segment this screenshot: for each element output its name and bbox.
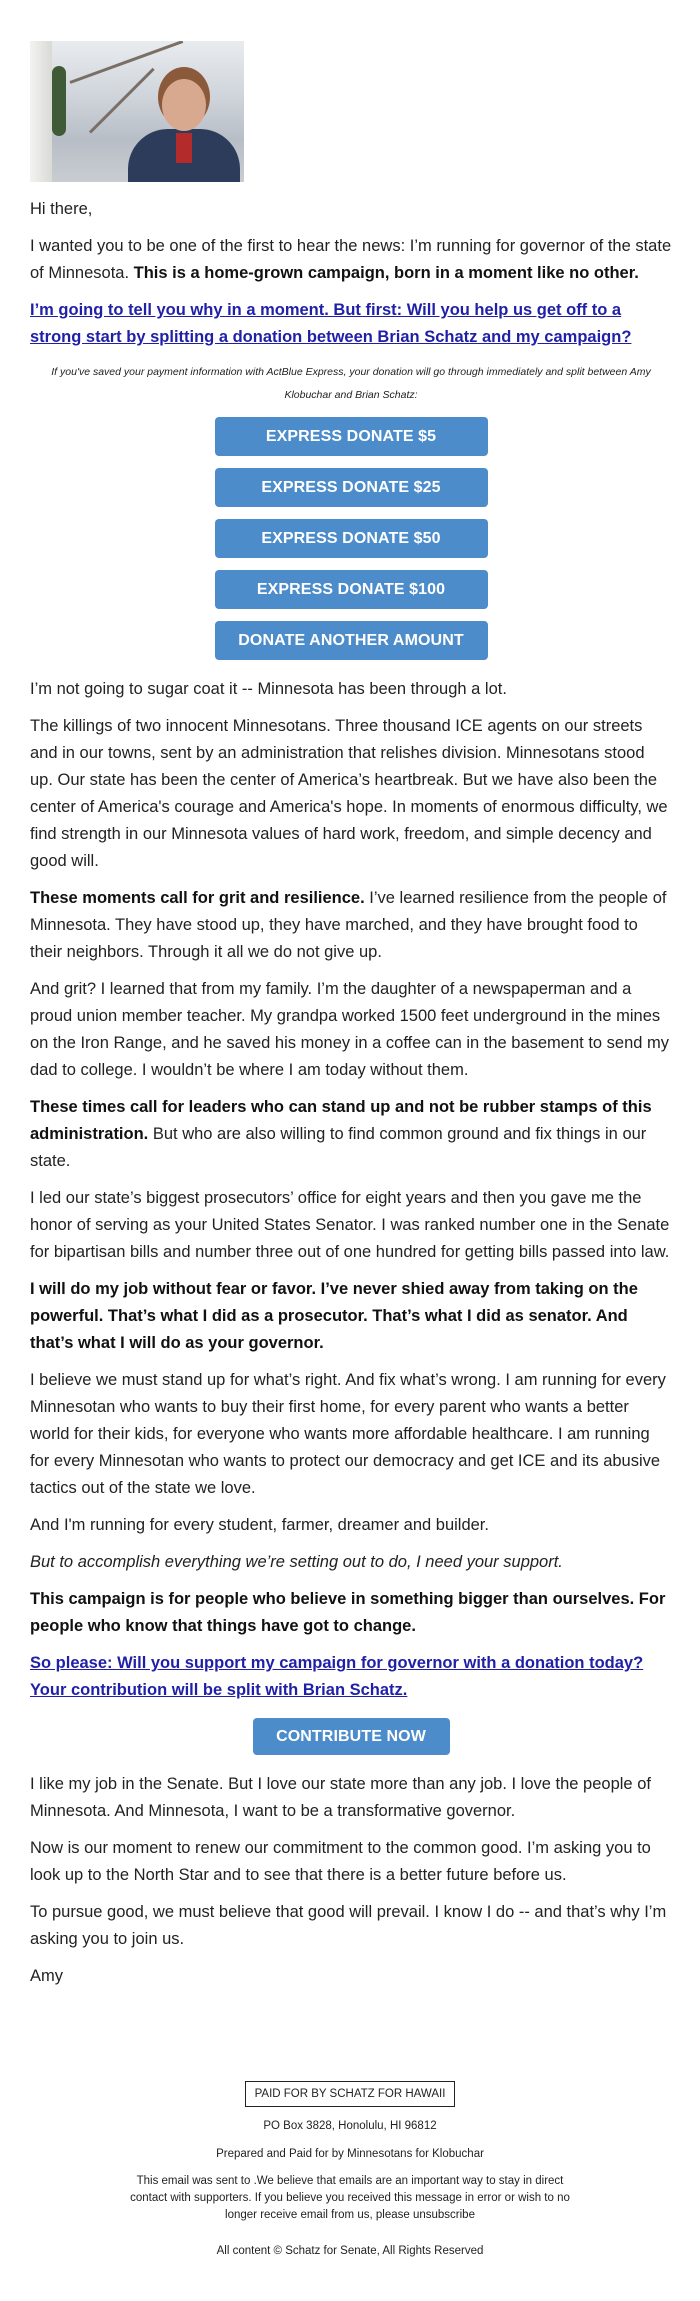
paragraph: I led our state’s biggest prosecutors’ office for eight years and then you gave me the honor of serving as your United States Senator. I was ranked number one in the Senate for bipartisan bills and number three out of one hundred for getting bills passed into law. (30, 1189, 670, 1261)
footer-address: PO Box 3828, Honolulu, HI 96812 (263, 2120, 437, 2132)
paragraph: The killings of two innocent Minnesotans. Three thousand ICE agents on our streets and in our towns, sent by an administration that relishes division. Minnesotans stood up. Our state has been the center of America’s heartbreak. But we have also been the center of America's courage and America's hope. In moments of enormous difficulty, we find strength in our Minnesota values of hard work, freedom, and simple decency and good will. (30, 717, 668, 870)
intro-paragraph (30, 233, 672, 287)
italic-text: But to accomplish everything we’re setting out to do, I need your support. (30, 1553, 563, 1571)
photo-pillar (30, 41, 52, 182)
paragraph: I’m not going to sugar coat it -- Minnesota has been through a lot. (30, 680, 507, 698)
intro-bold: This is a home-grown campaign, born in a moment like no other. (133, 264, 639, 282)
donate-buttons (30, 417, 672, 660)
bold-text: I will do my job without fear or favor. I’ve never shied away from taking on the powerful. That’s what I did as a prosecutor. That’s what I did as senator. And that’s what I will do as your governor. (30, 1280, 638, 1352)
bottom-link-paragraph (30, 1650, 672, 1704)
photo-wreath (52, 66, 66, 136)
email-body (30, 41, 672, 2000)
paragraph (30, 1586, 672, 1640)
footer (0, 2081, 700, 2260)
paragraph (30, 1276, 672, 1357)
footer-copyright: All content © Schatz for Senate, All Rights Reserved (216, 2245, 484, 2257)
express-note: If you've saved your payment information with ActBlue Express, your donation will go through immediately and split between Amy Klobuchar and Brian Schatz: (51, 366, 651, 401)
contribute-now-button[interactable]: CONTRIBUTE NOW (253, 1718, 450, 1755)
bottom-donate-link[interactable]: So please: Will you support my campaign for governor with a donation today? Your contribution will be split with Brian Schatz. (30, 1654, 644, 1699)
photo-face (162, 79, 206, 131)
signature: Amy (30, 1967, 63, 1985)
bold-text: These times call for leaders who can stand up and not be rubber stamps of this administration. (30, 1098, 652, 1143)
candidate-photo (30, 41, 244, 182)
greeting: Hi there, (30, 200, 93, 218)
intro-text: I wanted you to be one of the first to hear the news: I’m running for governor of the state of Minnesota. (30, 237, 672, 282)
paid-for-box: PAID FOR BY SCHATZ FOR HAWAII (245, 2081, 456, 2107)
paragraph: To pursue good, we must believe that good will prevail. I know I do -- and that’s why I’m asking you to join us. (30, 1903, 667, 1948)
photo-scarf (176, 133, 192, 163)
paragraph (30, 1094, 672, 1175)
paragraph: Now is our moment to renew our commitment to the common good. I’m asking you to look up to the North Star and to see that there is a better future before us. (30, 1839, 651, 1884)
paragraph: And grit? I learned that from my family. I’m the daughter of a newspaperman and a proud union member teacher. My grandpa worked 1500 feet underground in the mines on the Iron Range, and he saved his money in a coffee can in the basement to send my dad to college. I wouldn’t be where I am today without them. (30, 980, 670, 1079)
bold-text: This campaign is for people who believe in something bigger than ourselves. For people who know that things have got to change. (30, 1590, 666, 1635)
express-donate-25-button[interactable]: EXPRESS DONATE $25 (215, 468, 488, 507)
paragraph-text: I’ve learned resilience from the people of Minnesota. They have stood up, they have marched, and they have brought food to their neighbors. Through it all we do not give up. (30, 889, 667, 961)
paragraph (30, 1549, 672, 1576)
top-donate-link[interactable]: I’m going to tell you why in a moment. But first: Will you help us get off to a strong start by splitting a donation between Brian Schatz and my campaign? (30, 301, 632, 346)
top-link-paragraph (30, 297, 672, 351)
express-donate-50-button[interactable]: EXPRESS DONATE $50 (215, 519, 488, 558)
bold-text: These moments call for grit and resilience. (30, 889, 365, 907)
paragraph-text: But who are also willing to find common ground and fix things in our state. (30, 1125, 647, 1170)
photo-branch (89, 68, 155, 134)
photo-branch (69, 41, 183, 84)
paragraph: I believe we must stand up for what’s right. And fix what’s wrong. I am running for every Minnesotan who wants to buy their first home, for every parent who wants a better world for their kids, for everyone who wants more affordable healthcare. I am running for every Minnesotan who wants to protect our democracy and get ICE and its abusive tactics out of the state we love. (30, 1371, 666, 1497)
paragraph (30, 885, 672, 966)
express-donate-100-button[interactable]: EXPRESS DONATE $100 (215, 570, 488, 609)
donate-another-amount-button[interactable]: DONATE ANOTHER AMOUNT (215, 621, 488, 660)
paragraph: I like my job in the Senate. But I love our state more than any job. I love the people of Minnesota. And Minnesota, I want to be a transformative governor. (30, 1775, 651, 1820)
footer-prepared: Prepared and Paid for by Minnesotans for Klobuchar (216, 2148, 484, 2160)
express-donate-5-button[interactable]: EXPRESS DONATE $5 (215, 417, 488, 456)
footer-disclaimer: This email was sent to .We believe that emails are an important way to stay in direct contact with supporters. If you believe you received this message in error or wish to no longer receive email from us, please unsubscribe (130, 2175, 570, 2221)
contribute-row (30, 1718, 672, 1755)
paragraph: And I'm running for every student, farmer, dreamer and builder. (30, 1516, 489, 1534)
